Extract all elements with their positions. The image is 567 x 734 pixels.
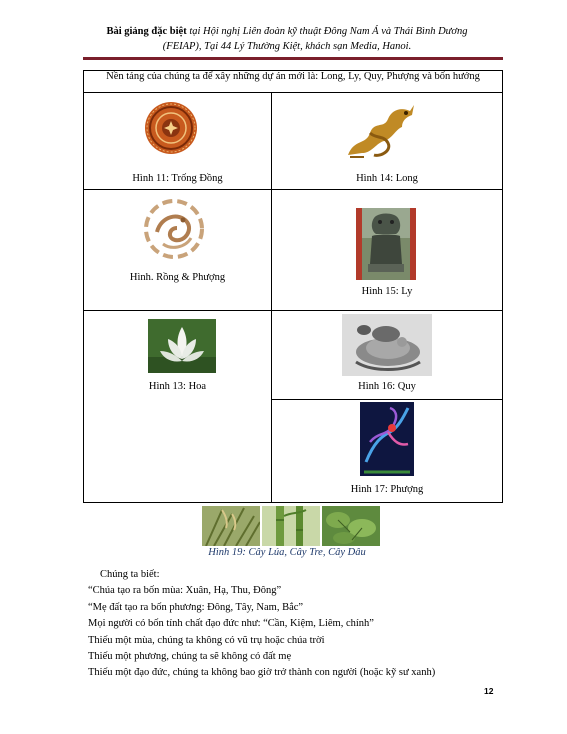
cell-quy bbox=[272, 311, 503, 400]
caption-phuong: Hình 17: Phượng bbox=[350, 484, 424, 495]
cell-hoa bbox=[84, 311, 272, 503]
header-line-1 bbox=[70, 24, 504, 39]
header-rule bbox=[83, 57, 503, 60]
plants-strip bbox=[202, 506, 380, 546]
header-italic-line-1: tại Hội nghị Liên đoàn kỹ thuật Đông Nam Á và Thái Bình Dương bbox=[186, 26, 468, 37]
caption-rong-phuong: Hình. Rồng & Phượng bbox=[129, 272, 226, 283]
body-text bbox=[88, 567, 435, 682]
caption-hoa: Hình 13: Hoa bbox=[148, 381, 207, 392]
kylin-image bbox=[356, 208, 416, 280]
rice-plant-image bbox=[202, 506, 260, 546]
cell-ly bbox=[272, 190, 503, 311]
turtle-image bbox=[342, 314, 432, 376]
caption-quy: Hình 16: Quy bbox=[358, 381, 416, 392]
bamboo-image bbox=[262, 506, 320, 546]
body-line: Chúng ta biết: bbox=[100, 569, 160, 580]
cell-trong-dong bbox=[84, 93, 272, 190]
caption-trong-dong: Hình 11: Trống Đồng bbox=[132, 173, 223, 184]
body-line: Mọi người có bốn tính chất đạo đức như: “Cần, Kiệm, Liêm, chính” bbox=[88, 618, 374, 630]
header-bold-title: Bài giảng đặc biệt bbox=[106, 26, 187, 37]
header-italic-line-2: (FEIAP), Tại 44 Lý Thường Kiệt, khách sạn Media, Hanoi. bbox=[162, 41, 412, 52]
body-line: “Mẹ đất tạo ra bốn phương: Đông, Tây, Nam, Bắc” bbox=[88, 601, 304, 613]
page-number: 12 bbox=[484, 686, 494, 696]
dragon-phoenix-image bbox=[143, 198, 205, 260]
symbols-table bbox=[83, 70, 503, 503]
cell-phuong bbox=[272, 400, 503, 503]
caption-ly: Hình 15: Ly bbox=[361, 286, 413, 297]
page-header bbox=[70, 24, 504, 54]
mulberry-image bbox=[322, 506, 380, 546]
cell-long bbox=[272, 93, 503, 190]
body-line: Thiếu một đạo đức, chúng ta không bao giờ trở thành con người (hoặc kỹ sư xanh) bbox=[88, 667, 436, 679]
body-line: “Chúa tạo ra bốn mùa: Xuân, Hạ, Thu, Đông” bbox=[88, 585, 282, 597]
body-line: Thiếu một mùa, chúng ta không có vũ trụ hoặc chúa trời bbox=[88, 634, 325, 646]
lotus-image bbox=[148, 319, 216, 373]
body-line: Thiếu một phương, chúng ta sẽ không có đất mẹ bbox=[88, 651, 292, 663]
table-title: Nền tảng của chúng ta để xây những dự án mới là: Long, Ly, Quy, Phượng và bốn hướng bbox=[84, 71, 503, 93]
dragon-image bbox=[340, 99, 418, 161]
figure-19-caption: Hình 19: Cây Lúa, Cây Tre, Cây Dâu bbox=[208, 547, 366, 558]
bronze-drum-image bbox=[144, 101, 198, 155]
cell-rong-phuong bbox=[84, 190, 272, 311]
caption-long: Hình 14: Long bbox=[356, 173, 418, 184]
phoenix-image bbox=[360, 402, 414, 476]
header-line-2 bbox=[70, 39, 504, 54]
